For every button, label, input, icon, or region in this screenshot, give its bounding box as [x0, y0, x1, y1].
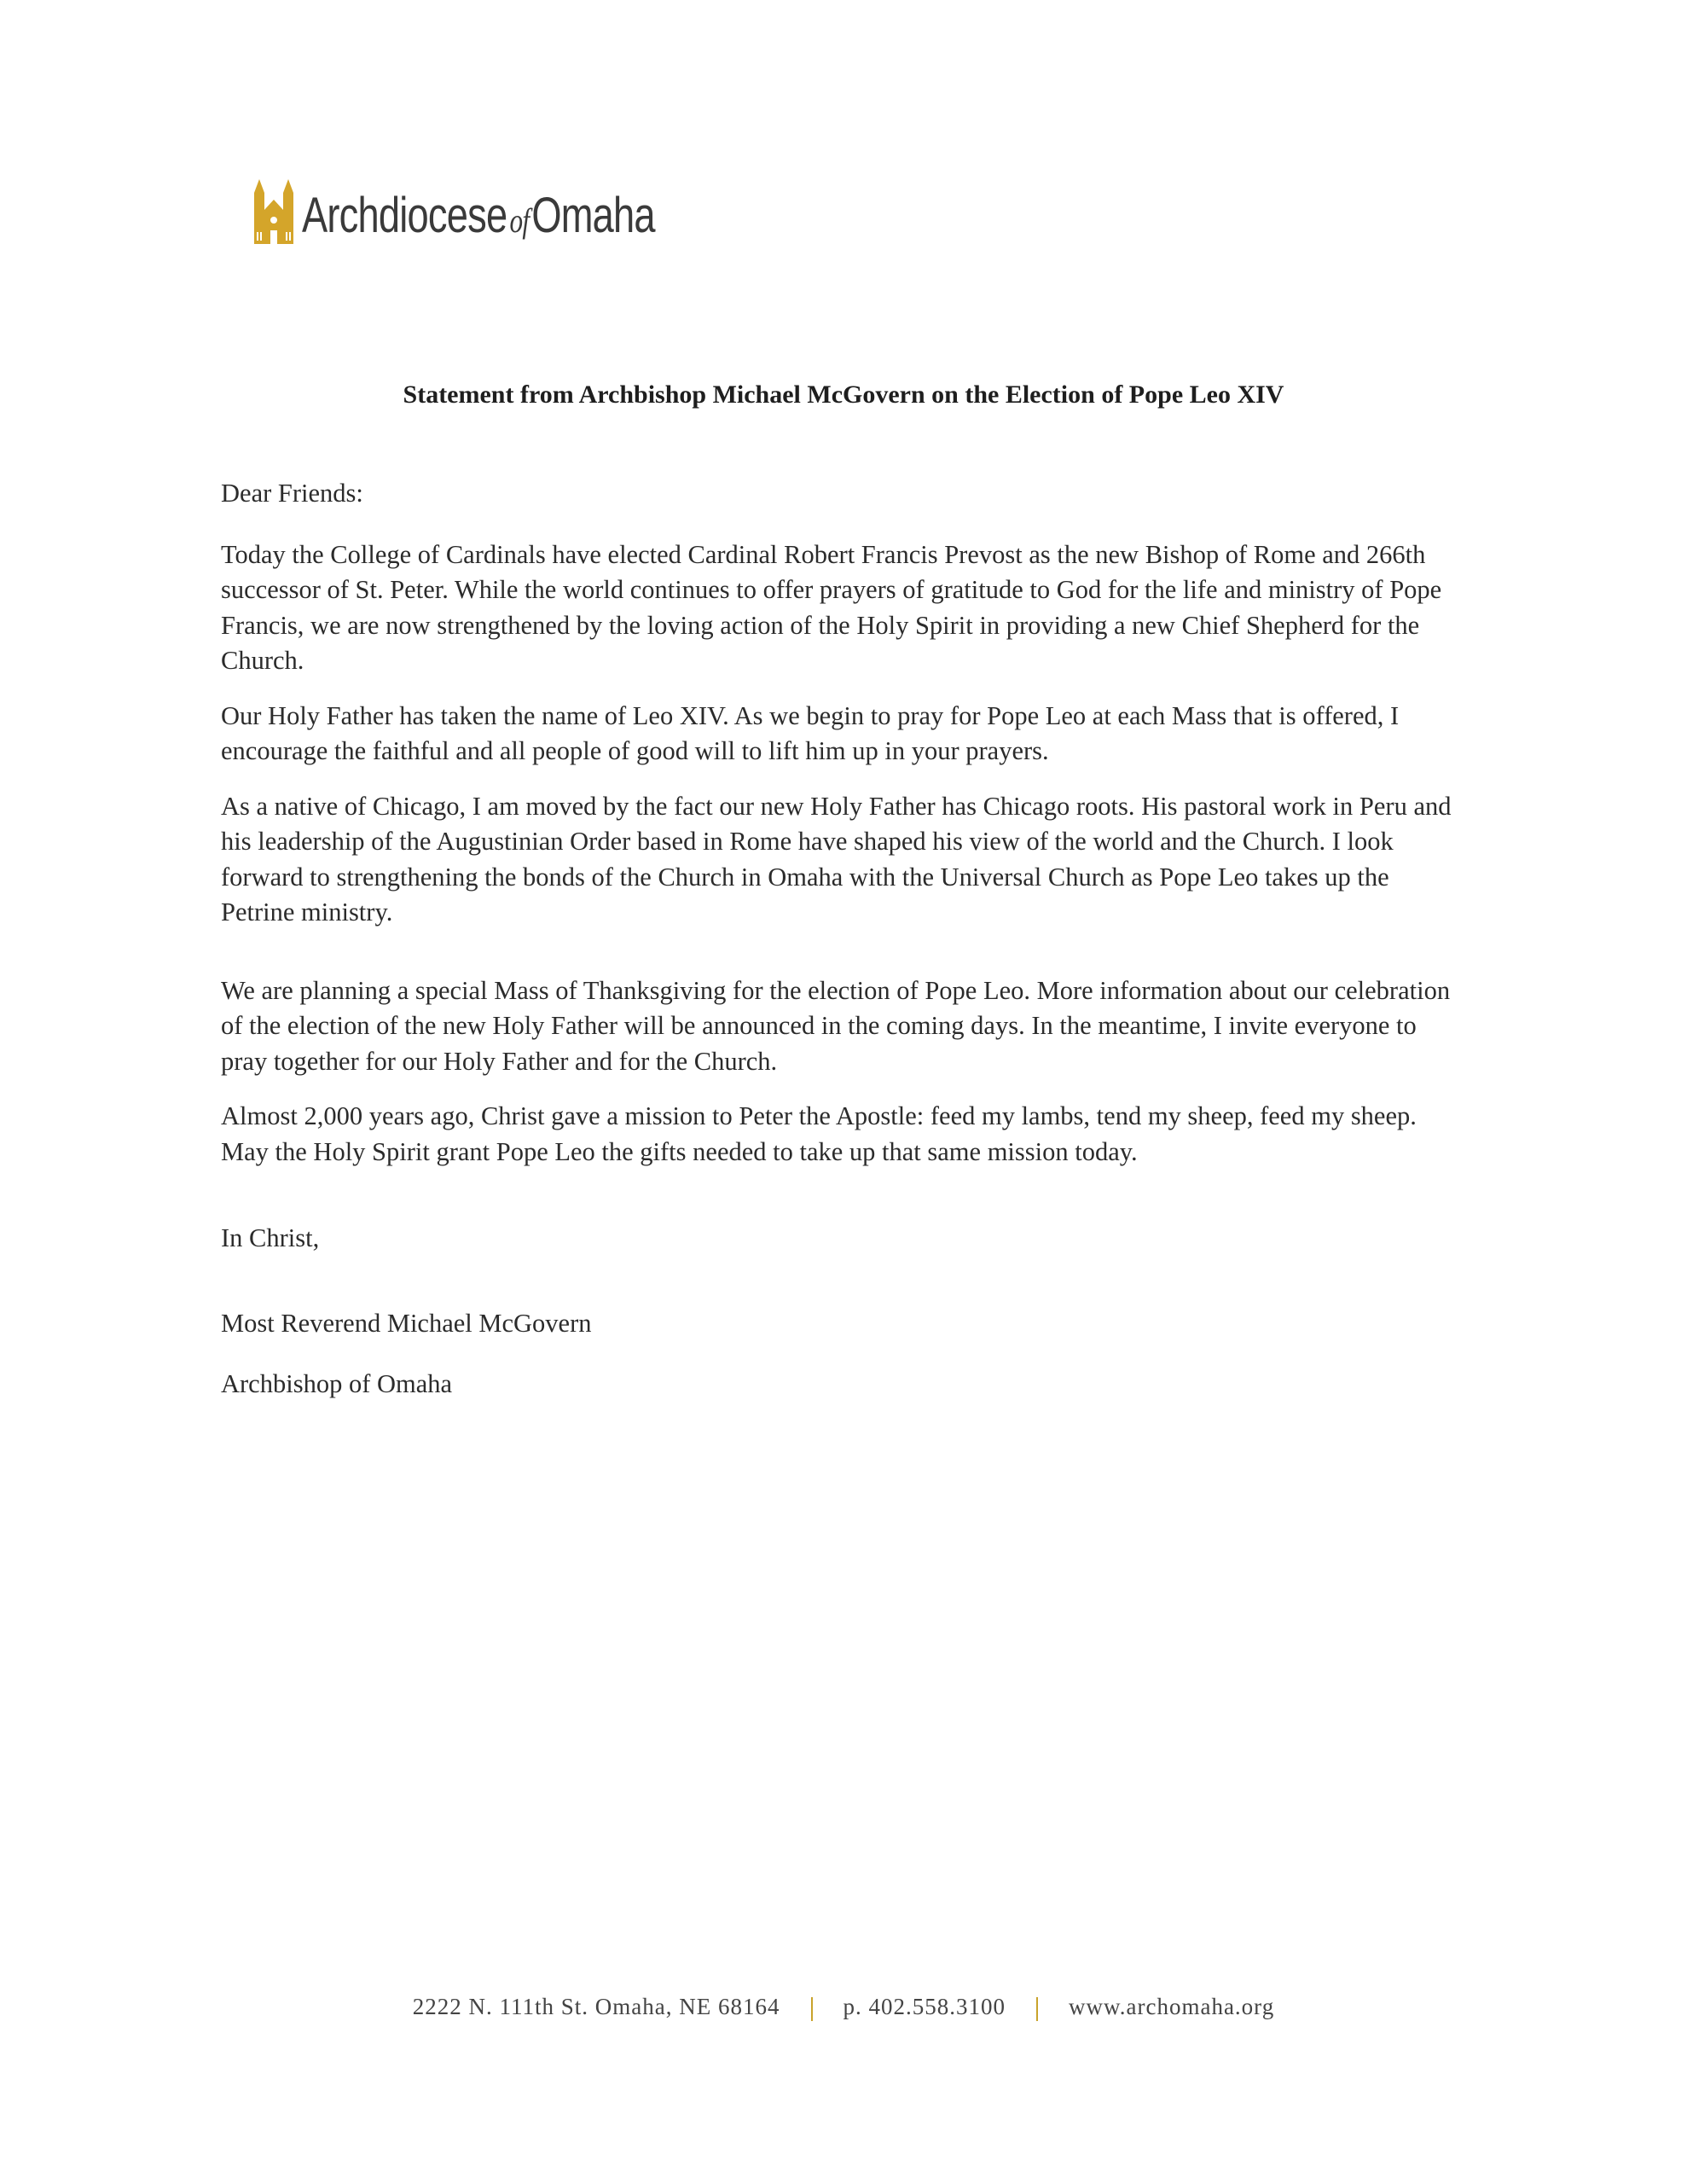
- paragraph-1: Today the College of Cardinals have elected Cardinal Robert Francis Prevost as the new Bishop of Rome and 266th successor of St. Peter. While the world continues to offer prayers of gratitude to God for the life and ministry of Pope Francis, we are now strengthened by the loving action of the Holy Spirit in providing a new Chief Shepherd for the Church.: [221, 539, 1442, 675]
- paragraph-2: Our Holy Father has taken the name of Leo XIV. As we begin to pray for Pope Leo at each Mass that is offered, I encourage the faithful and all people of good will to lift him up in your prayers.: [221, 700, 1400, 765]
- org-name-part2: Omaha: [531, 188, 655, 243]
- document-title: Statement from Archbishop Michael McGovern on the Election of Pope Leo XIV: [403, 380, 1284, 409]
- paragraph-4: We are planning a special Mass of Thanksgiving for the election of Pope Leo. More information about our celebration of the election of the new Holy Father will be announced in the coming days. In the meantime, I invite everyone to pray together for our Holy Father and for the Church.: [221, 975, 1451, 1076]
- footer-website[interactable]: www.archomaha.org: [1069, 1994, 1275, 2019]
- cathedral-icon: [252, 177, 295, 244]
- footer-address: 2222 N. 111th St. Omaha, NE 68164: [412, 1994, 780, 2019]
- signature-title: Archbishop of Omaha: [221, 1369, 453, 1398]
- footer-separator: [811, 1997, 813, 2021]
- organization-name: [302, 188, 655, 244]
- paragraph-5: Almost 2,000 years ago, Christ gave a mission to Peter the Apostle: feed my lambs, tend my sheep, feed my sheep. May the Holy Spirit grant Pope Leo the gifts needed to take up that same mission today.: [221, 1101, 1417, 1166]
- letterhead-logo: [252, 167, 755, 244]
- org-name-part1: Archdiocese: [302, 188, 507, 243]
- org-name-of: of: [509, 201, 530, 240]
- signature-name: Most Reverend Michael McGovern: [221, 1308, 592, 1338]
- closing: In Christ,: [221, 1223, 320, 1252]
- letter-body: [221, 476, 1466, 1422]
- footer: [0, 1994, 1687, 2021]
- paragraph-3: As a native of Chicago, I am moved by the fact our new Holy Father has Chicago roots. His pastoral work in Peru and his leadership of the Augustinian Order based in Rome have shaped his view of the world and the Church. I look forward to strengthening the bonds of the Church in Omaha with the Universal Church as Pope Leo takes up the Petrine ministry.: [221, 791, 1452, 926]
- footer-phone: p. 402.558.3100: [843, 1994, 1006, 2019]
- salutation: Dear Friends:: [221, 479, 363, 508]
- footer-separator: [1036, 1997, 1038, 2021]
